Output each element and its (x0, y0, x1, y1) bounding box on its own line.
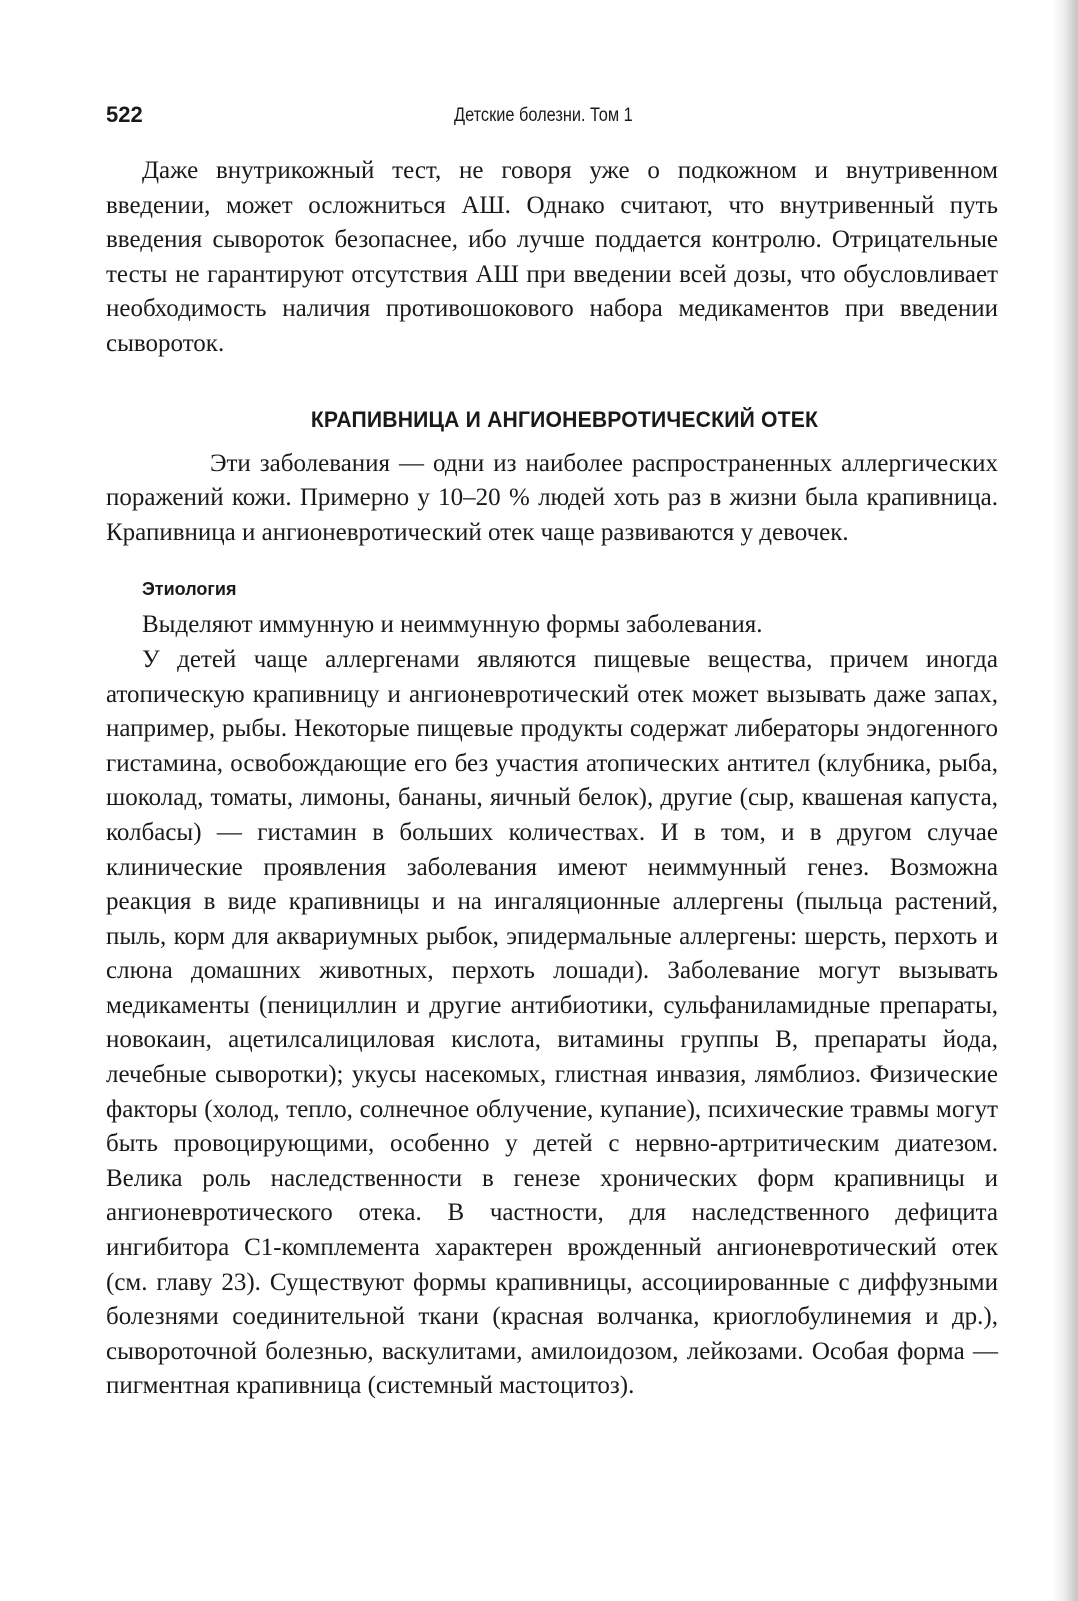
subsection-title-etiology: Этиология (142, 579, 237, 600)
page-edge-shadow (1052, 0, 1078, 1601)
paragraph-etiology-forms: Выделяют иммунную и неиммунную формы заболевания. (142, 611, 763, 639)
running-title: Детские болезни. Том 1 (454, 105, 633, 126)
page-body (106, 154, 998, 1404)
page-number: 522 (106, 102, 143, 127)
page-header (106, 100, 998, 134)
section-title-urticaria: КРАПИВНИЦА И АНГИОНЕВРОТИЧЕСКИЙ ОТЕК (310, 406, 819, 432)
paragraph-urticaria-intro: Эти заболевания — одни из наиболее распространенных аллергических поражений кожи. Примерно у 10–20 % людей хоть раз в жизни была крапивница. Крапивница и ангионевротический отек чаще развиваются у девочек. (106, 449, 998, 546)
paragraph-serum-tests: Даже внутрикожный тест, не говоря уже о подкожном и внутривенном введении, может осложниться АШ. Однако считают, что внутривенный путь введения сывороток безопаснее, ибо лучше поддается контролю. Отрицательные тесты не гарантируют отсутствия АШ при введении всей дозы, что обусловливает необходимость наличия противошокового набора медикаментов при введении сывороток. (106, 157, 998, 357)
paragraph-etiology-allergens: У детей чаще аллергенами являются пищевые вещества, причем иногда атопическую крапивницу и ангионевротический отек может вызывать даже запах, например, рыбы. Некоторые пищевые продукты содержат либераторы эндогенного гистамина, освобождающие его без участия атопических антител (клубника, рыба, шоколад, томаты, лимоны, бананы, яичный белок), другие (сыр, квашеная капуста, колбасы) — гистамин в больших количествах. И в том, и в другом случае клинические проявления заболевания имеют неиммунный генез. Возможна реакция в виде крапивницы и на ингаляционные аллергены (пыльца растений, пыль, корм для аквариумных рыбок, эпидермальные аллергены: шерсть, перхоть и слюна домашних животных, перхоть лошади). Заболевание могут вызывать медикаменты (пенициллин и другие антибиотики, сульфаниламидные препараты, новокаин, ацетилсалициловая кислота, витамины группы В, препараты йода, лечебные сыворотки); укусы насекомых, глистная инвазия, лямблиоз. Физические факторы (холод, тепло, солнечное облучение, купание), психические травмы могут быть провоцирующими, особенно у детей с нервно-артритическим диатезом. Велика роль наследственности в генезе хронических форм крапивницы и ангионевротического отека. В частности, для наследственного дефицита ингибитора С1-комплемента характерен врожденный ангионевротический отек (см. главу 23). Существуют формы крапивницы, ассоциированные с диффузными болезнями соединительной ткани (красная волчанка, криоглобулинемия и др.), сывороточной болезнью, васкулитами, амилоидозом, лейкозами. Особая форма — пигментная крапивница (системный мастоцитоз). (106, 645, 998, 1400)
